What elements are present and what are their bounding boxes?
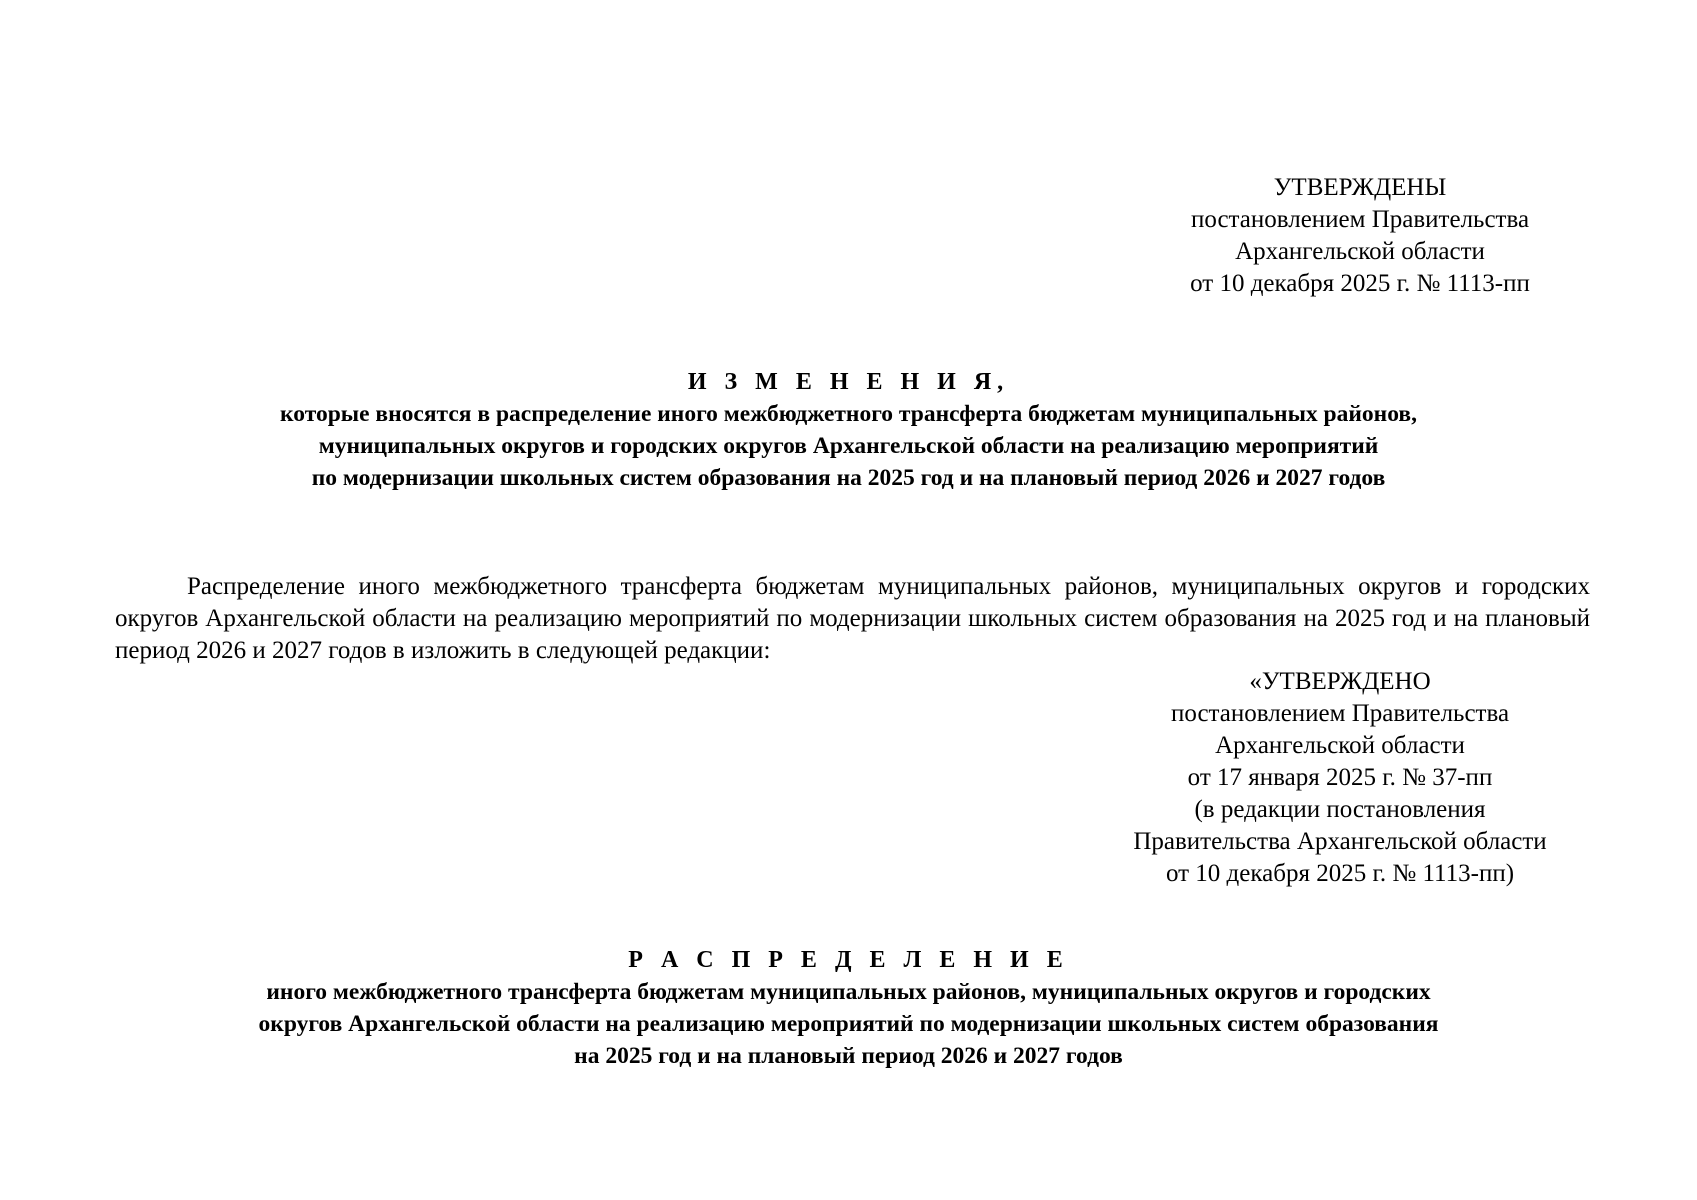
approval-second-line-6: Правительства Архангельской области bbox=[1133, 828, 1547, 855]
distribution-title: Р А С П Р Е Д Е Л Е Н И Е bbox=[628, 947, 1069, 973]
changes-subtitle-line-3: по модернизации школьных систем образования на 2025 год и на плановый период 2026 и 2027 годов bbox=[311, 465, 1386, 491]
approval-second-line-3: Архангельской области bbox=[1215, 732, 1465, 759]
distribution-heading bbox=[100, 944, 1597, 1072]
approval-top-line-2: постановлением Правительства bbox=[1190, 206, 1530, 233]
approval-second-line-7: от 10 декабря 2025 г. № 1113-пп) bbox=[1165, 860, 1515, 887]
changes-subtitle-line-2: муниципальных округов и городских округов Архангельской области на реализацию мероприятий bbox=[318, 433, 1379, 459]
distribution-subtitle-line-1: иного межбюджетного трансферта бюджетам муниципальных районов, муниципальных округов и городских bbox=[266, 979, 1431, 1005]
approval-second-line-1: «УТВЕРЖДЕНО bbox=[1249, 668, 1431, 695]
approval-top-line-1: УТВЕРЖДЕНЫ bbox=[1273, 174, 1447, 201]
distribution-subtitle-line-2: округов Архангельской области на реализацию мероприятий по модернизации школьных систем образования bbox=[258, 1011, 1439, 1037]
changes-title: И З М Е Н Е Н И Я, bbox=[687, 369, 1010, 395]
approval-top-line-4: от 10 декабря 2025 г. № 1113-пп bbox=[1190, 270, 1530, 297]
approval-stamp-top bbox=[1140, 172, 1580, 300]
approval-second-line-4: от 17 января 2025 г. № 37-пп bbox=[1187, 764, 1493, 791]
changes-subtitle-line-1: которые вносятся в распределение иного межбюджетного трансферта бюджетам муниципальных районов, bbox=[280, 401, 1417, 427]
approval-second-line-5: (в редакции постановления bbox=[1194, 796, 1486, 823]
changes-heading bbox=[100, 366, 1597, 494]
distribution-subtitle-line-3: на 2025 год и на плановый период 2026 и 2027 годов bbox=[574, 1043, 1123, 1069]
approval-top-line-3: Архангельской области bbox=[1235, 238, 1485, 265]
intro-paragraph: Распределение иного межбюджетного трансферта бюджетам муниципальных районов, муниципальных округов и городских округов Архангельской области на реализацию мероприятий по модернизации школьных систем образования на 2025 год и на плановый период 2026 и 2027 годов в изложить в следующей редакции: bbox=[115, 573, 1590, 664]
approval-second-line-2: постановлением Правительства bbox=[1170, 700, 1510, 727]
approval-stamp-second bbox=[1090, 666, 1590, 890]
